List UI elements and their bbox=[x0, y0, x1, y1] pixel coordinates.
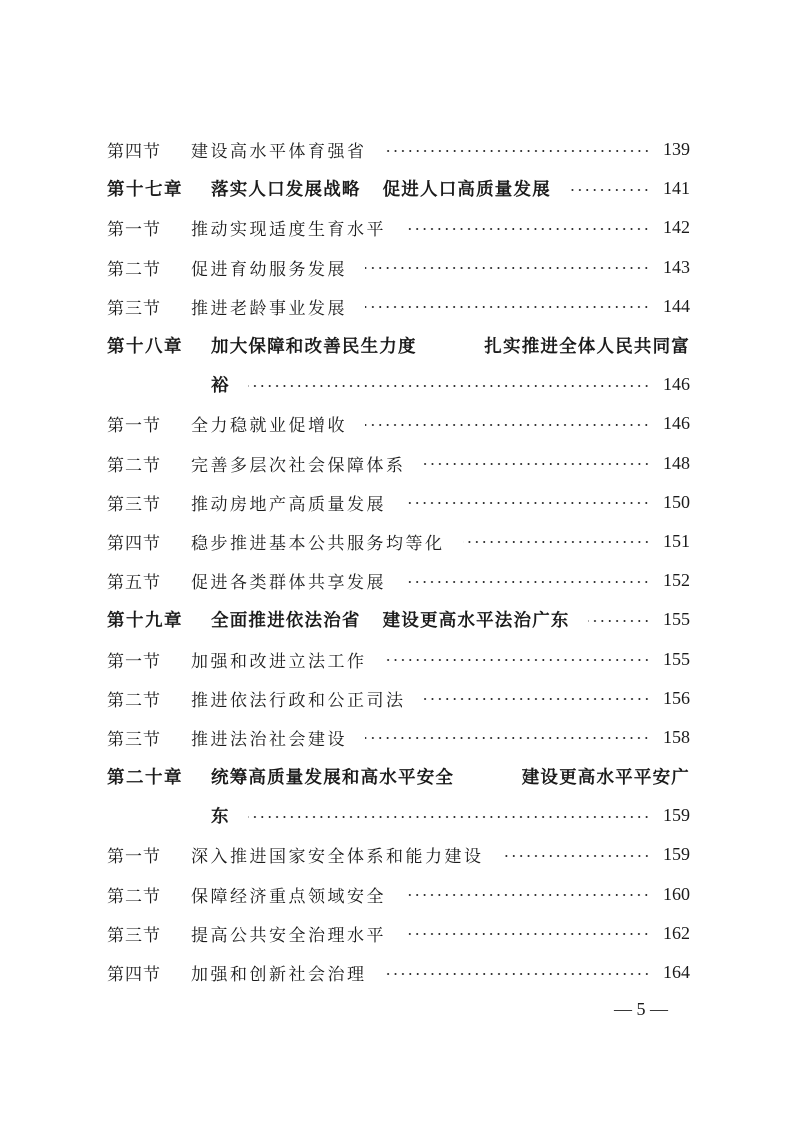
dot-leader bbox=[365, 306, 650, 308]
section-title: 促进育幼服务发展 bbox=[191, 259, 347, 280]
page-number: 164 bbox=[663, 962, 690, 983]
page-number: 150 bbox=[663, 491, 690, 512]
dot-leader bbox=[385, 659, 651, 661]
page-number: 141 bbox=[663, 178, 690, 199]
toc-entry-chapter[interactable] bbox=[107, 326, 690, 365]
dot-leader bbox=[365, 424, 650, 426]
section-number: 第二节 bbox=[107, 690, 161, 711]
chapter-title-part-a: 加大保障和改善民生力度 bbox=[211, 337, 417, 358]
section-number: 第四节 bbox=[107, 142, 161, 163]
section-number: 第五节 bbox=[107, 573, 161, 594]
chapter-title-part-b: 促进人口高质量发展 bbox=[382, 180, 551, 201]
chapter-title bbox=[211, 764, 690, 789]
chapter-title-part-b: 建设更高水平法治广东 bbox=[382, 611, 570, 632]
section-title: 深入推进国家安全体系和能力建设 bbox=[191, 847, 484, 868]
dot-leader bbox=[404, 933, 650, 935]
page-number: 146 bbox=[663, 374, 690, 395]
page-number: 143 bbox=[663, 256, 690, 277]
toc-entry-section[interactable] bbox=[107, 483, 690, 522]
section-number: 第一节 bbox=[107, 416, 161, 437]
section-title: 提高公共安全治理水平 bbox=[191, 925, 386, 946]
dot-leader bbox=[248, 385, 650, 387]
chapter-title-continuation: 裕 bbox=[211, 376, 230, 397]
dot-leader bbox=[404, 894, 650, 896]
toc-entry-chapter-continuation[interactable] bbox=[107, 365, 690, 404]
toc-entry-section[interactable] bbox=[107, 130, 690, 169]
chapter-title bbox=[211, 333, 690, 358]
page-number: 151 bbox=[663, 530, 690, 551]
page-number: 162 bbox=[663, 922, 690, 943]
section-number: 第三节 bbox=[107, 729, 161, 750]
page-number: 159 bbox=[663, 805, 690, 826]
section-number: 第三节 bbox=[107, 925, 161, 946]
section-title: 稳步推进基本公共服务均等化 bbox=[191, 533, 445, 554]
dot-leader bbox=[404, 581, 650, 583]
toc-entry-section[interactable] bbox=[107, 835, 690, 874]
page-number: 158 bbox=[663, 726, 690, 747]
chapter-number: 第十八章 bbox=[107, 337, 183, 358]
table-of-contents bbox=[107, 130, 690, 992]
chapter-title-part-a: 落实人口发展战略 bbox=[211, 180, 361, 201]
section-title: 推进老龄事业发展 bbox=[191, 298, 347, 319]
page-footer-number: — 5 — bbox=[614, 999, 668, 1019]
chapter-number: 第二十章 bbox=[107, 768, 183, 789]
page-number: 148 bbox=[663, 452, 690, 473]
toc-entry-section[interactable] bbox=[107, 718, 690, 757]
section-number: 第四节 bbox=[107, 965, 161, 986]
page-number: 155 bbox=[663, 648, 690, 669]
toc-entry-section[interactable] bbox=[107, 208, 690, 247]
page-number: 155 bbox=[663, 609, 690, 630]
chapter-title-part-a: 全面推进依法治省 bbox=[211, 611, 361, 632]
toc-entry-section[interactable] bbox=[107, 522, 690, 561]
toc-entry-section[interactable] bbox=[107, 679, 690, 718]
section-title: 建设高水平体育强省 bbox=[191, 142, 367, 163]
toc-entry-section[interactable] bbox=[107, 248, 690, 287]
section-number: 第二节 bbox=[107, 886, 161, 907]
dot-leader bbox=[248, 816, 650, 818]
chapter-title bbox=[211, 176, 551, 201]
chapter-number: 第十七章 bbox=[107, 180, 183, 201]
section-number: 第三节 bbox=[107, 494, 161, 515]
section-title: 保障经济重点领域安全 bbox=[191, 886, 386, 907]
page-number: 146 bbox=[663, 413, 690, 434]
chapter-title-continuation: 东 bbox=[211, 807, 230, 828]
section-title: 推动实现适度生育水平 bbox=[191, 220, 386, 241]
dot-leader bbox=[404, 228, 650, 230]
toc-entry-section[interactable] bbox=[107, 953, 690, 992]
page-number: 139 bbox=[663, 139, 690, 160]
chapter-number: 第十九章 bbox=[107, 611, 183, 632]
toc-entry-section[interactable] bbox=[107, 561, 690, 600]
chapter-title bbox=[211, 607, 570, 632]
toc-entry-section[interactable] bbox=[107, 444, 690, 483]
page-number: 142 bbox=[663, 217, 690, 238]
toc-entry-section[interactable] bbox=[107, 404, 690, 443]
section-number: 第三节 bbox=[107, 298, 161, 319]
section-title: 完善多层次社会保障体系 bbox=[191, 455, 406, 476]
page-number: 160 bbox=[663, 883, 690, 904]
section-number: 第一节 bbox=[107, 220, 161, 241]
section-number: 第四节 bbox=[107, 533, 161, 554]
toc-entry-chapter[interactable] bbox=[107, 757, 690, 796]
section-title: 促进各类群体共享发展 bbox=[191, 573, 386, 594]
toc-entry-chapter-continuation[interactable] bbox=[107, 796, 690, 835]
dot-leader bbox=[569, 189, 650, 191]
dot-leader bbox=[424, 698, 651, 700]
toc-entry-chapter[interactable] bbox=[107, 169, 690, 208]
section-number: 第一节 bbox=[107, 651, 161, 672]
section-number: 第二节 bbox=[107, 455, 161, 476]
section-number: 第二节 bbox=[107, 259, 161, 280]
section-title: 推进法治社会建设 bbox=[191, 729, 347, 750]
dot-leader bbox=[365, 737, 650, 739]
section-number: 第一节 bbox=[107, 847, 161, 868]
page-number: 144 bbox=[663, 295, 690, 316]
chapter-title-part-b: 建设更高水平平安广 bbox=[521, 768, 690, 789]
toc-entry-section[interactable] bbox=[107, 875, 690, 914]
dot-leader bbox=[404, 502, 650, 504]
section-title: 全力稳就业促增收 bbox=[191, 416, 347, 437]
section-title: 推动房地产高质量发展 bbox=[191, 494, 386, 515]
section-title: 推进依法行政和公正司法 bbox=[191, 690, 406, 711]
toc-entry-chapter[interactable] bbox=[107, 600, 690, 639]
chapter-title-part-a: 统筹高质量发展和高水平安全 bbox=[211, 768, 455, 789]
section-title: 加强和改进立法工作 bbox=[191, 651, 367, 672]
toc-entry-section[interactable] bbox=[107, 639, 690, 678]
dot-leader bbox=[385, 973, 651, 975]
dot-leader bbox=[463, 541, 651, 543]
toc-entry-section[interactable] bbox=[107, 287, 690, 326]
dot-leader bbox=[588, 620, 650, 622]
dot-leader bbox=[502, 855, 651, 857]
page-number: 156 bbox=[663, 687, 690, 708]
chapter-title-part-b: 扎实推进全体人民共同富 bbox=[484, 337, 690, 358]
dot-leader bbox=[385, 150, 651, 152]
page-number: 159 bbox=[663, 844, 690, 865]
dot-leader bbox=[365, 267, 650, 269]
dot-leader bbox=[424, 463, 651, 465]
page-number: 152 bbox=[663, 570, 690, 591]
toc-entry-section[interactable] bbox=[107, 914, 690, 953]
section-title: 加强和创新社会治理 bbox=[191, 965, 367, 986]
